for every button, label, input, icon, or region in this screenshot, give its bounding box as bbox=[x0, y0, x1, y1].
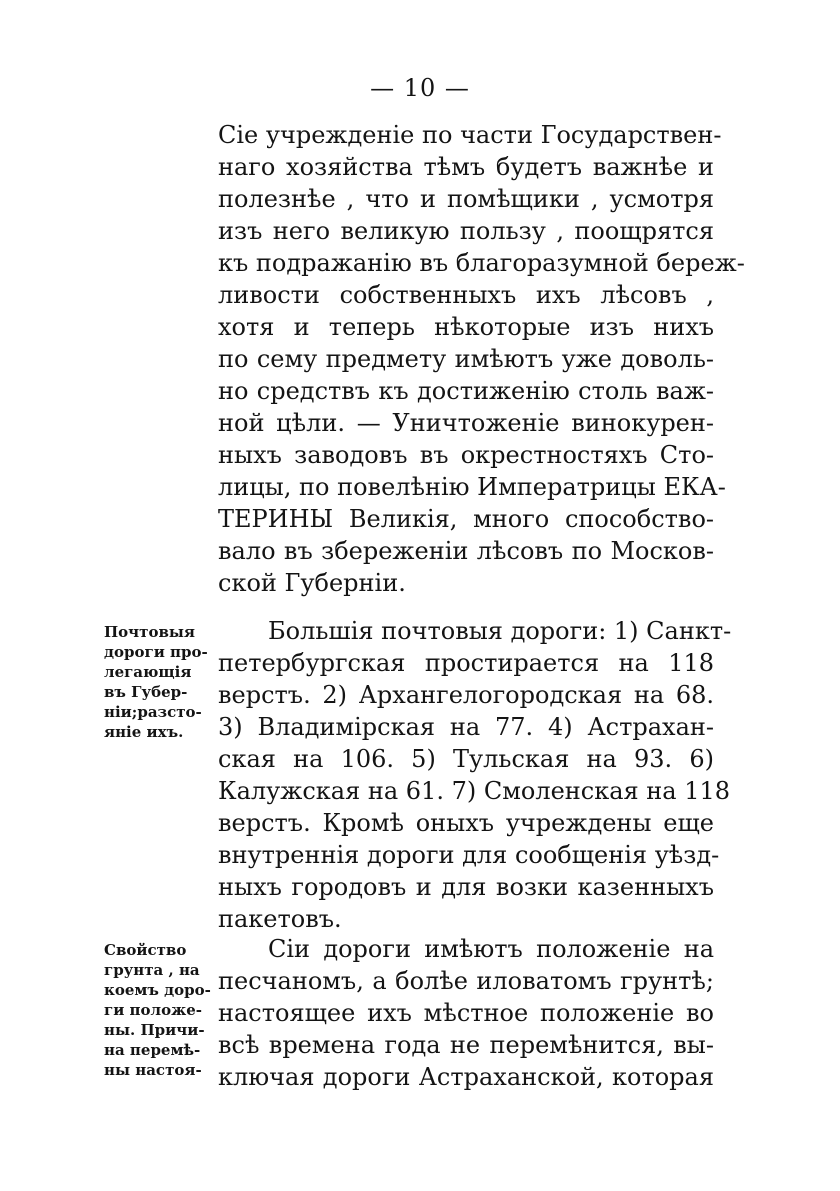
margin-note-line: въ Губер- bbox=[104, 683, 188, 701]
margin-note-line: ны. Причи- bbox=[104, 1021, 205, 1039]
text-line: петербургская простирается на 118 bbox=[218, 649, 714, 677]
text-line: но средствъ къ достиженію столь важ- bbox=[218, 377, 714, 405]
text-line: полезнѣе , что и помѣщики , усмотря bbox=[218, 185, 714, 213]
text-line: ской Губерніи. bbox=[218, 569, 406, 597]
text-line: верстъ. 2) Архангелогородская на 68. bbox=[218, 681, 714, 709]
text-line: ТЕРИНЫ Великія, много способство- bbox=[218, 505, 714, 533]
margin-note-line: ги положе- bbox=[104, 1001, 203, 1019]
text-line: Сіи дороги имѣютъ положеніе на bbox=[268, 935, 714, 963]
text-line: 3) Владимірская на 77. 4) Астрахан- bbox=[218, 713, 714, 741]
margin-note-line: коемъ доро- bbox=[104, 981, 211, 999]
text-line: хотя и теперь нѣкоторые изъ нихъ bbox=[218, 313, 714, 341]
margin-note-line: Свойство bbox=[104, 941, 187, 959]
text-line: Сіе учрежденіе по части Государствен- bbox=[218, 121, 722, 149]
text-line: по сему предмету имѣютъ уже доволь- bbox=[218, 345, 714, 373]
text-line: песчаномъ, а болѣе иловатомъ грунтѣ; bbox=[218, 967, 714, 995]
text-line: къ подражанію въ благоразумной береж- bbox=[218, 249, 745, 277]
text-line: внутреннія дороги для сообщенія уѣзд- bbox=[218, 841, 720, 869]
text-line: ключая дороги Астраханской, которая bbox=[218, 1063, 714, 1091]
margin-note-line: грунта , на bbox=[104, 961, 200, 979]
text-line: вало въ збереженіи лѣсовъ по Москов- bbox=[218, 537, 714, 565]
text-line: лицы, по повелѣнію Императрицы ЕКА- bbox=[218, 473, 726, 501]
text-line: ныхъ заводовъ въ окрестностяхъ Сто- bbox=[218, 441, 714, 469]
text-line: изъ него великую пользу , поощрятся bbox=[218, 217, 714, 245]
text-line: ская на 106. 5) Тульская на 93. 6) bbox=[218, 745, 714, 773]
text-line: верстъ. Кромѣ оныхъ учреждены еще bbox=[218, 809, 714, 837]
page-number: — 10 — bbox=[370, 74, 470, 102]
text-line: ливости собственныхъ ихъ лѣсовъ , bbox=[218, 281, 714, 309]
text-line: всѣ времена года не перемѣнится, вы- bbox=[218, 1031, 714, 1059]
margin-note-line: ны настоя- bbox=[104, 1061, 202, 1079]
text-line: наго хозяйства тѣмъ будетъ важнѣе и bbox=[218, 153, 714, 181]
text-line: настоящее ихъ мѣстное положеніе во bbox=[218, 999, 714, 1027]
text-line: ной цѣли. — Уничтоженіе винокурен- bbox=[218, 409, 714, 437]
margin-note-line: дороги про- bbox=[104, 643, 208, 661]
margin-note-line: ніи;разсто- bbox=[104, 703, 202, 721]
text-line: пакетовъ. bbox=[218, 905, 342, 933]
text-line: ныхъ городовъ и для возки казенныхъ bbox=[218, 873, 714, 901]
text-line: Большія почтовыя дороги: 1) Санкт- bbox=[268, 617, 732, 645]
margin-note-line: легающія bbox=[104, 663, 192, 681]
margin-note-line: яніе ихъ. bbox=[104, 723, 184, 741]
text-line: Калужская на 61. 7) Смоленская на 118 bbox=[218, 777, 731, 805]
margin-note-line: на перемѣ- bbox=[104, 1041, 201, 1059]
margin-note-line: Почтовыя bbox=[104, 623, 195, 641]
